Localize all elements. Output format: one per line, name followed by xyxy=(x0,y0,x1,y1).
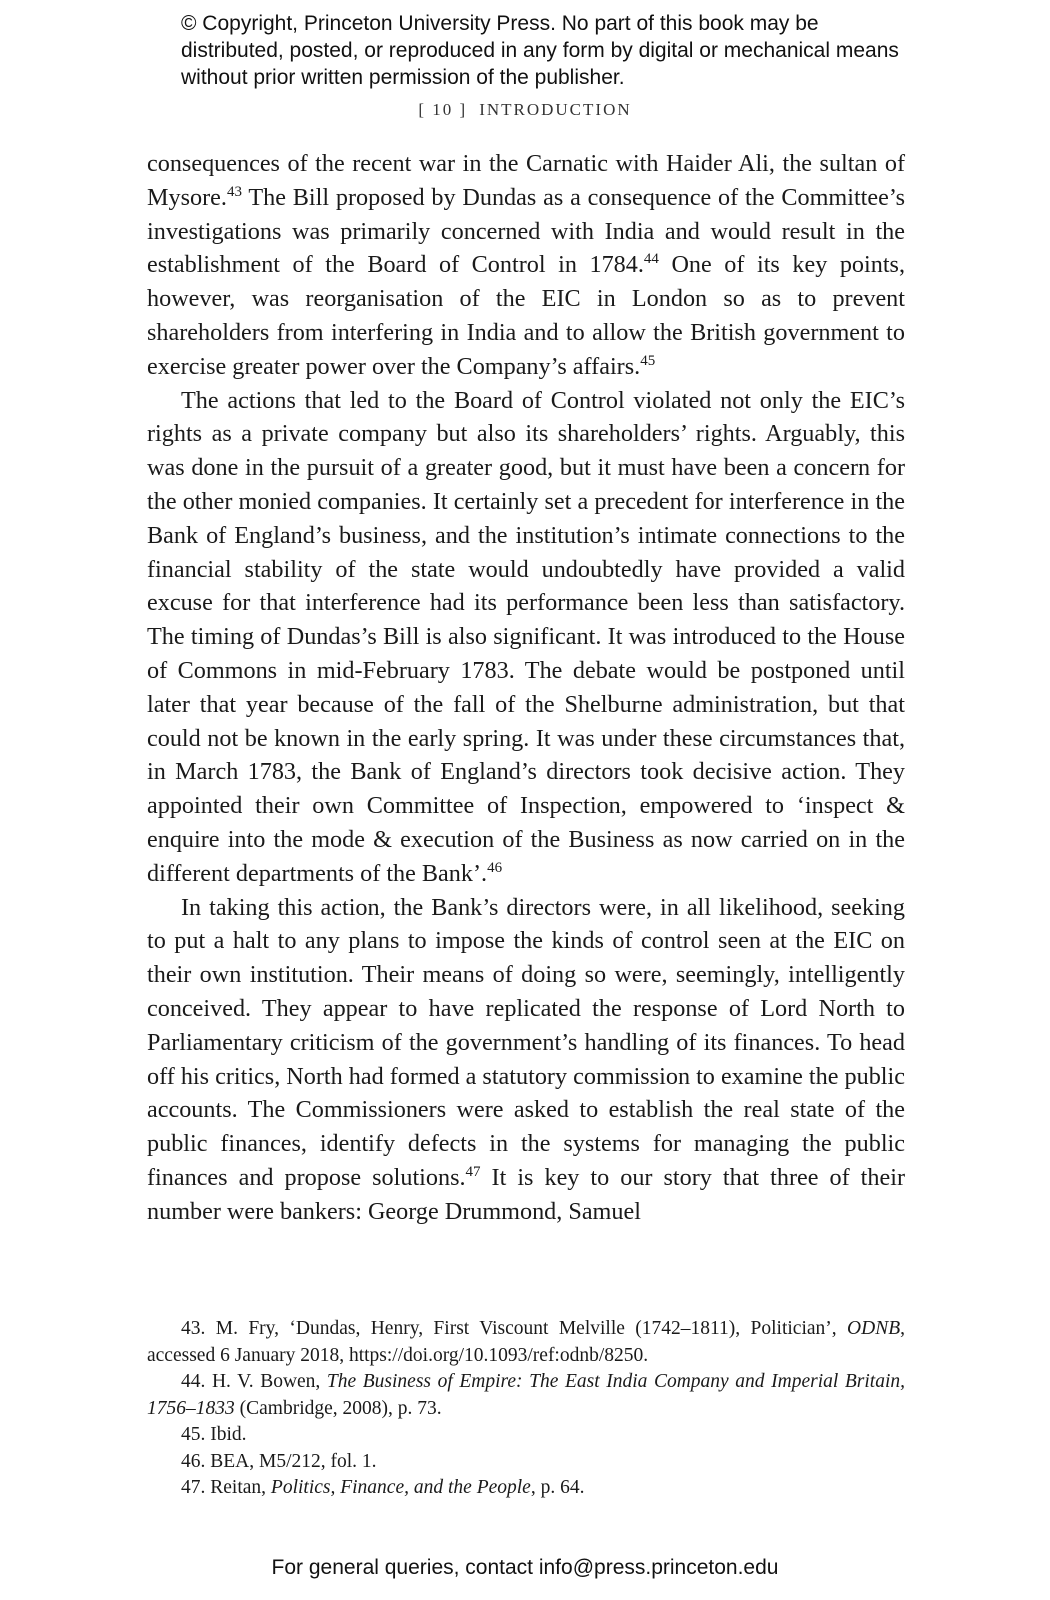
paragraph-text: It is key to our story that three of their number were bankers: George Drummond, Samuel xyxy=(147,1163,905,1225)
footnote-45: 45. Ibid. xyxy=(181,1424,247,1445)
footnote-italic: ODNB xyxy=(847,1318,901,1339)
footnote-italic: Politics, Finance, and the People xyxy=(270,1477,531,1498)
footnote-ref-46[interactable]: 46 xyxy=(487,859,503,876)
paragraph-text: One of its key points, however, was reorganisation of the EIC in London so as to prevent shareholders from interfering in India and to allow the British government to exercise greater power over the Company’s affairs. xyxy=(147,251,906,380)
footnote-italic: The Business of Empire: The East India Company and Imperial Britain, 1756–1833 xyxy=(147,1371,905,1419)
footnote-text: (Cambridge, 2008), p. 73. xyxy=(234,1397,442,1419)
footnote-ref-44[interactable]: 44 xyxy=(643,251,659,268)
paragraph-text: The actions that led to the Board of Control violated not only the EIC’s rights as a private company but also its shareholders’ rights. Arguably, this was done in the pursuit of a greater good, but it must have been a concern for the other monied companies. It certainly set a precedent for interference in the Bank of England’s business, and the institution’s intimate connections to the financial stability of the state would undoubtedly have provided a valid excuse for that interference had its performance been less than satisfactory. The timing of Dundas’s Bill is also significant. It was introduced to the House of Commons in mid-February 1783. The debate would be postponed until later that year because of the fall of the Shelburne administration, but that could not be known in the early spring. It was under these circumstances that, in March 1783, the Bank of England’s directors took decisive action. They appointed their own Committee of Inspection, empowered to ‘inspect & enquire into the mode & execution of the Business as now carried on in the different departments of the Bank’. xyxy=(147,386,905,887)
footnote-46: 46. BEA, M5/212, fol. 1. xyxy=(181,1450,377,1472)
copyright-notice: © Copyright, Princeton University Press. No part of this book may be distributed, posted, or reproduced in any form by digital or mechanical means without prior written permission of the publisher. xyxy=(181,12,899,89)
footer-contact: For general queries, contact info@press.princeton.edu xyxy=(271,1556,779,1579)
footnote-44 xyxy=(147,1369,905,1422)
page-number: [ 10 ] xyxy=(418,100,468,119)
footnotes xyxy=(147,1316,905,1502)
paragraph-3 xyxy=(147,891,905,1229)
paragraph-text: consequences of the recent war in the Carnatic with Haider Ali, the sultan of Mysore. xyxy=(147,150,905,211)
footnote-43 xyxy=(147,1316,905,1369)
main-text xyxy=(147,147,905,1229)
footnote-text: , accessed 6 January 2018, https://doi.org/10.1093/ref:odnb/8250. xyxy=(147,1318,905,1366)
footnote-text: 44. H. V. Bowen, xyxy=(181,1371,327,1392)
running-head xyxy=(0,100,1050,120)
footnote-text: , p. 64. xyxy=(530,1477,585,1498)
paragraph-2 xyxy=(147,384,905,891)
paragraph-text: The Bill proposed by Dundas as a consequence of the Committee’s investigations was primarily concerned with India and would result in the establishment of the Board of Control in 1784. xyxy=(147,183,905,279)
footnote-ref-47[interactable]: 47 xyxy=(465,1163,481,1180)
footnote-text: 43. M. Fry, ‘Dundas, Henry, First Viscount Melville (1742–1811), Politician’, xyxy=(181,1318,848,1339)
footnote-47 xyxy=(147,1475,905,1502)
footnote-ref-43[interactable]: 43 xyxy=(226,183,242,200)
footnote-ref-45[interactable]: 45 xyxy=(640,352,656,369)
footnote-text: 47. Reitan, xyxy=(181,1477,271,1498)
section-title: INTRODUCTION xyxy=(479,100,632,119)
paragraph-text: In taking this action, the Bank’s directors were, in all likelihood, seeking to put a halt to any plans to impose the kinds of control seen at the EIC on their own institution. Their means of doing so were, seemingly, intelligently conceived. They appear to have replicated the response of Lord North to Parliamentary criticism of the government’s handling of its finances. To head off his critics, North had formed a statutory commission to examine the public accounts. The Commissioners were asked to establish the real state of the public finances, identify defects in the systems for managing the public finances and propose solutions. xyxy=(147,893,905,1191)
paragraph-1 xyxy=(147,147,905,384)
